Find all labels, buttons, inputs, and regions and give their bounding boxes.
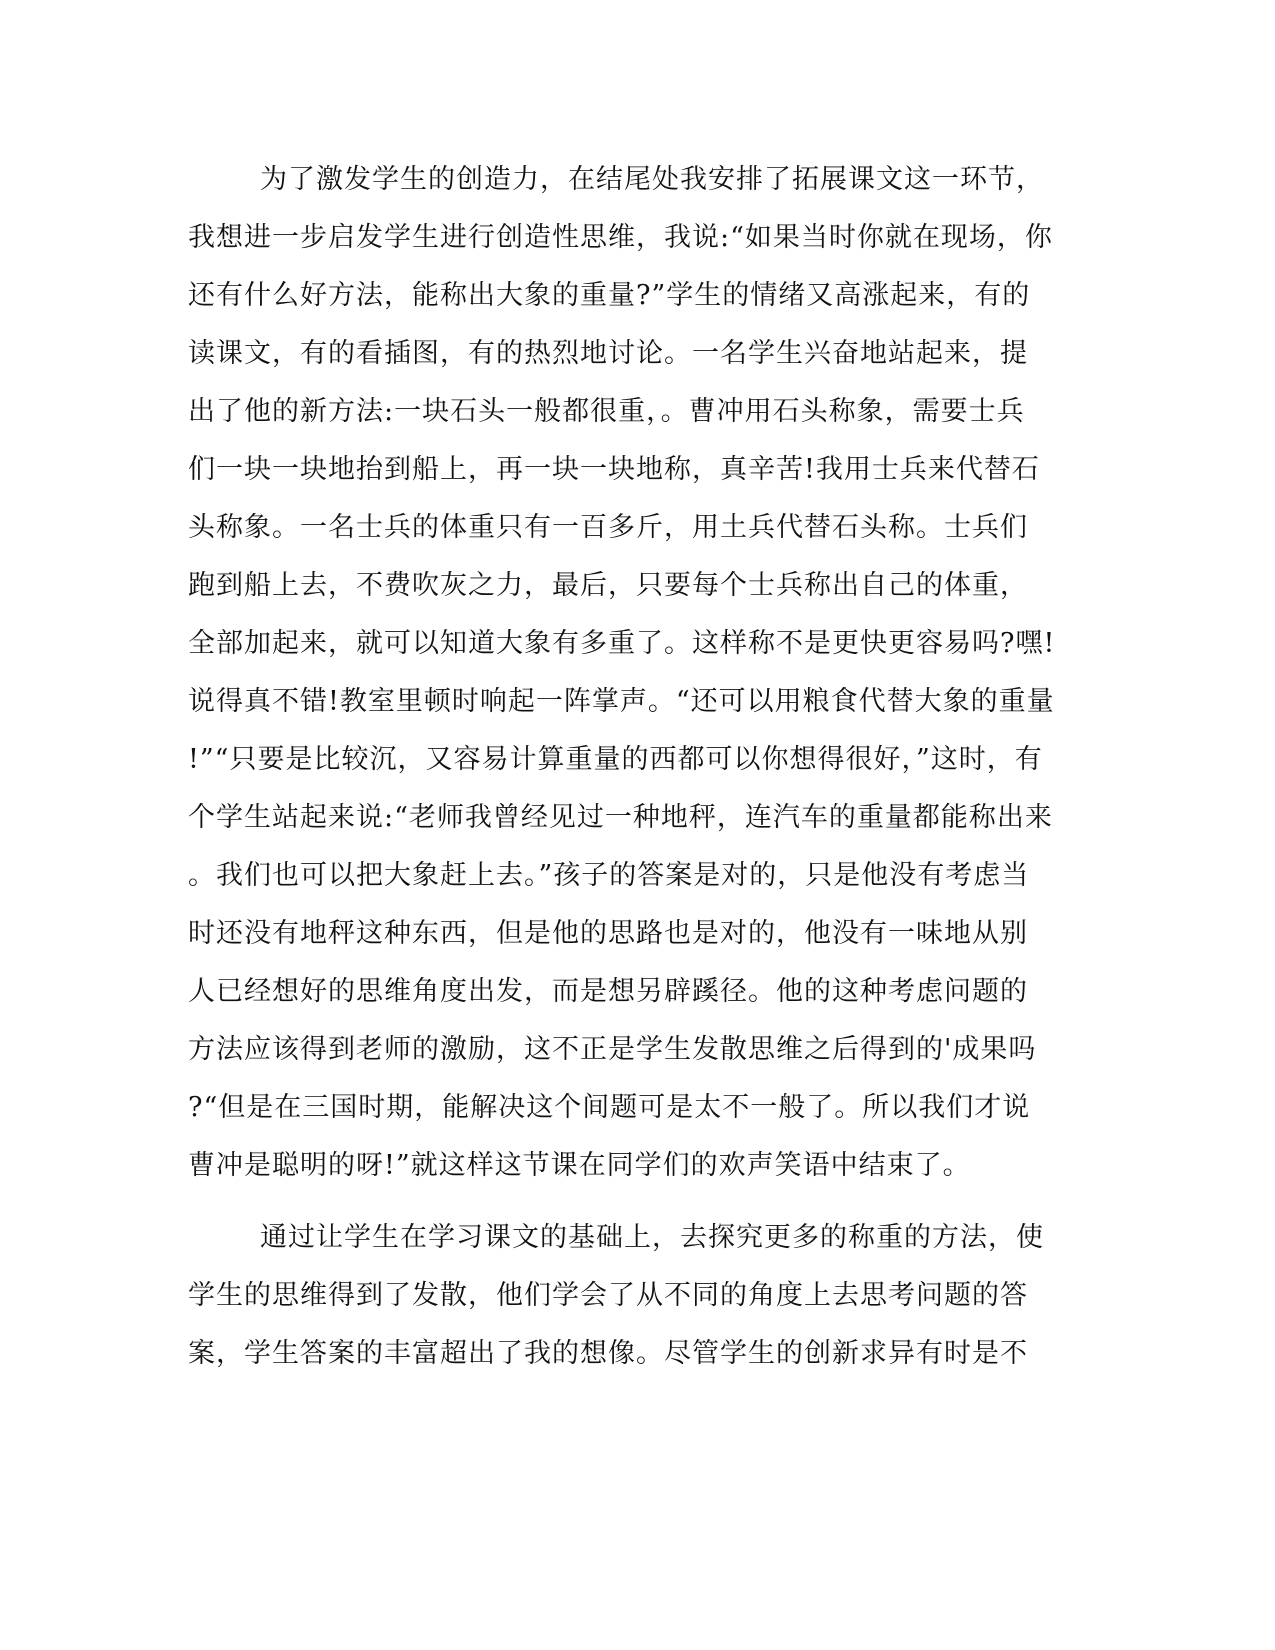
- paragraph-1: [188, 160, 1068, 1200]
- paragraph-line: 跑到船上去，不费吹灰之力，最后，只要每个士兵称出自己的体重，: [188, 570, 1028, 601]
- paragraph-line: 头称象。一名士兵的体重只有一百多斤，用土兵代替石头称。士兵们: [188, 512, 1028, 543]
- paragraph-line: 学生的思维得到了发散，他们学会了从不同的角度上去思考问题的答: [188, 1280, 1028, 1311]
- paragraph-line: 们一块一块地抬到船上，再一块一块地称，真辛苦!我用士兵来代替石: [188, 454, 1040, 485]
- paragraph-line: 案，学生答案的丰富超出了我的想像。尽管学生的创新求异有时是不: [188, 1338, 1028, 1369]
- paragraph-line: 人已经想好的思维角度出发，而是想另辟蹊径。他的这种考虑问题的: [188, 976, 1028, 1007]
- paragraph-line: 个学生站起来说:“老师我曾经见过一种地秤，连汽车的重量都能称出来: [188, 802, 1053, 833]
- paragraph-line: 时还没有地秤这种东西，但是他的思路也是对的，他没有一味地从别: [188, 918, 1028, 949]
- paragraph-line: 通过让学生在学习课文的基础上，去探究更多的称重的方法，使: [260, 1222, 1044, 1253]
- paragraph-line: 出了他的新方法:一块石头一般都很重，。曹冲用石头称象，需要士兵: [188, 396, 1025, 427]
- paragraph-line: 曹冲是聪明的呀!”就这样这节课在同学们的欢声笑语中结束了。: [188, 1150, 971, 1181]
- paragraph-line: 还有什么好方法，能称出大象的重量?”学生的情绪又高涨起来，有的: [188, 280, 1031, 311]
- paragraph-line: 。我们也可以把大象赶上去。”孩子的答案是对的，只是他没有考虑当: [188, 860, 1030, 891]
- paragraph-2: [188, 1218, 1068, 1378]
- paragraph-line: 全部加起来，就可以知道大象有多重了。这样称不是更快更容易吗?嘿!: [188, 628, 1056, 659]
- paragraph-line: 说得真不错!教室里顿时响起一阵掌声。“还可以用粮食代替大象的重量: [188, 686, 1055, 717]
- paragraph-line: 我想进一步启发学生进行创造性思维，我说:“如果当时你就在现场，你: [188, 222, 1053, 253]
- paragraph-line: 为了激发学生的创造力，在结尾处我安排了拓展课文这一环节，: [260, 164, 1044, 195]
- paragraph-line: 读课文，有的看插图，有的热烈地讨论。一名学生兴奋地站起来，提: [188, 338, 1028, 369]
- paragraph-line: ?“但是在三国时期，能解决这个间题可是太不一般了。所以我们才说: [188, 1092, 1031, 1123]
- paragraph-line: 方法应该得到老师的激励，这不正是学生发散思维之后得到的'成果吗: [188, 1034, 1037, 1065]
- paragraph-line: !”“只要是比较沉，又容易计算重量的西都可以你想得很好，”这时，有: [188, 744, 1043, 775]
